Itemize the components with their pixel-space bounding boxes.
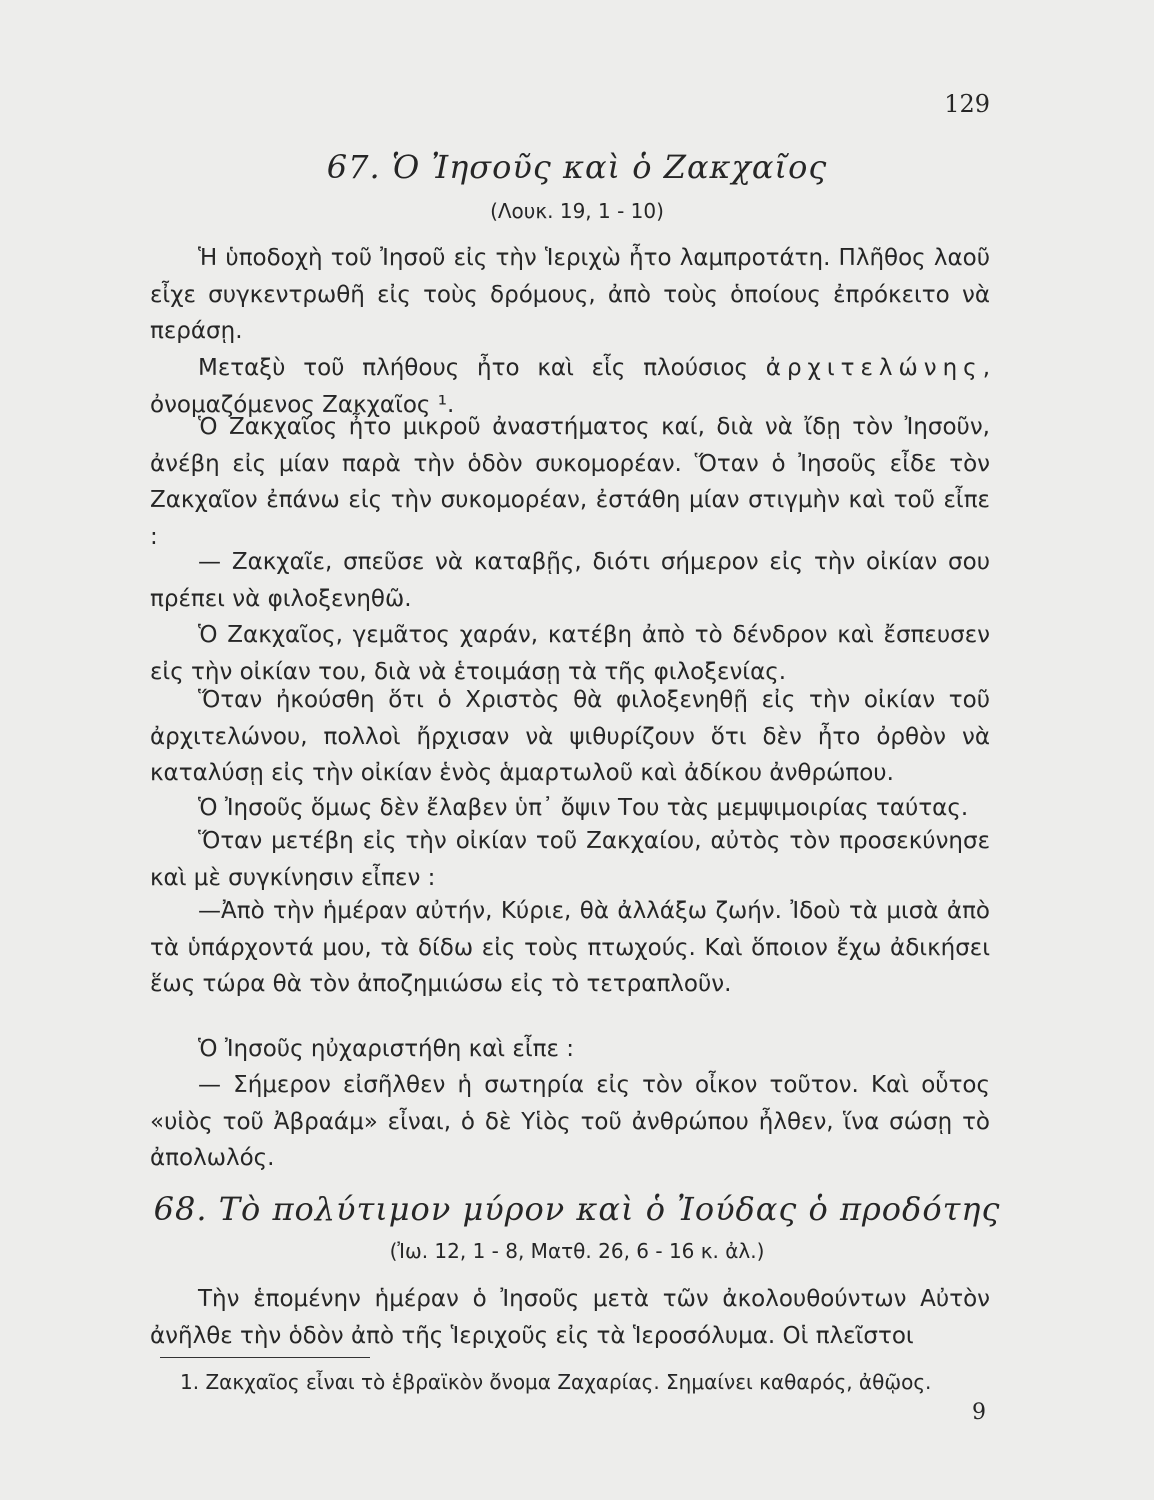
section-67-reference: (Λουκ. 19, 1 - 10) <box>490 199 664 223</box>
paragraph-text: , ὀνομαζόμενος Ζακχαῖος ¹. <box>150 355 990 418</box>
page-number: 129 <box>944 90 990 118</box>
paragraph: Ὅταν ἠκούσθη ὅτι ὁ Χριστὸς θὰ φιλοξενηθῇ εἰς τὴν οἰκίαν τοῦ ἀρχιτελώνου, πολλοὶ ἤρχισαν νὰ ψιθυρίζουν ὅτι δὲν ἦτο ὀρθὸν νὰ καταλύσῃ εἰς τὴν οἰκίαν ἑνὸς ἁμαρτωλοῦ καὶ ἀδίκου ἀνθρώπου. <box>150 687 990 786</box>
paragraph: —Ἀπὸ τὴν ἡμέραν αὐτήν, Κύριε, θὰ ἀλλάξω ζωήν. Ἰδοὺ τὰ μισὰ ἀπὸ τὰ ὑπάρχοντά μου, τὰ δίδω εἰς τοὺς πτωχούς. Καὶ ὅποιον ἔχω ἀδικήσει ἕως τώρα θὰ τὸν ἀποζημιώσω εἰς τὸ τετραπλοῦν. <box>150 898 990 997</box>
paragraph-text: Μεταξὺ τοῦ πλήθους ἦτο καὶ εἷς πλούσιος <box>198 355 748 381</box>
section-68-title: 68. Τὸ πολύτιμον μύρον καὶ ὁ Ἰούδας ὁ προδότης <box>153 1190 1001 1228</box>
paragraph: Ἡ ὑποδοχὴ τοῦ Ἰησοῦ εἰς τὴν Ἱεριχὼ ἦτο λαμπροτάτη. Πλῆθος λαοῦ εἶχε συγκεντρωθῆ εἰς τοὺς δρόμους, ἀπὸ τοὺς ὁποίους ἐπρόκειτο νὰ περάσῃ. <box>150 245 990 344</box>
paragraph: Ὁ Ἰησοῦς ηὐχαριστήθη καὶ εἶπε : <box>198 1036 574 1062</box>
paragraph: Ὁ Ἰησοῦς ὅμως δὲν ἔλαβεν ὑπ᾽ ὄψιν Του τὰς μεμψιμοιρίας ταύτας. <box>198 795 969 821</box>
footnote: 1. Ζακχαῖος εἶναι τὸ ἑβραϊκὸν ὄνομα Ζαχαρίας. Σημαίνει καθαρός, ἀθῷος. <box>180 1370 932 1394</box>
paragraph: Ὁ Ζακχαῖος ἦτο μικροῦ ἀναστήματος καί, διὰ νὰ ἴδῃ τὸν Ἰησοῦν, ἀνέβη εἰς μίαν παρὰ τὴν ὁδὸν συκομορέαν. Ὅταν ὁ Ἰησοῦς εἶδε τὸν Ζακχαῖον ἐπάνω εἰς τὴν συκομορέαν, ἐστάθη μίαν στιγμὴν καὶ τοῦ εἶπε : <box>150 414 990 550</box>
spaced-emphasis: ἀρχιτελώνης <box>765 355 983 381</box>
footnote-divider <box>160 1357 370 1358</box>
signature-mark: 9 <box>972 1400 986 1425</box>
section-68-reference: (Ἰω. 12, 1 - 8, Ματθ. 26, 6 - 16 κ. ἀλ.) <box>389 1239 765 1263</box>
paragraph: — Σήμερον εἰσῆλθεν ἡ σωτηρία εἰς τὸν οἶκον τοῦτον. Καὶ οὗτος «υἱὸς τοῦ Ἀβραάμ» εἶναι, ὁ δὲ Υἱὸς τοῦ ἀνθρώπου ἦλθεν, ἵνα σώσῃ τὸ ἀπολωλός. <box>150 1072 990 1171</box>
paragraph: Τὴν ἑπομένην ἡμέραν ὁ Ἰησοῦς μετὰ τῶν ἀκολουθούντων Αὐτὸν ἀνῆλθε τὴν ὁδὸν ἀπὸ τῆς Ἱεριχοῦς εἰς τὰ Ἱεροσόλυμα. Οἱ πλεῖστοι <box>150 1286 990 1349</box>
paragraph: Ὅταν μετέβη εἰς τὴν οἰκίαν τοῦ Ζακχαίου, αὐτὸς τὸν προσεκύνησε καὶ μὲ συγκίνησιν εἶπεν : <box>150 828 990 891</box>
paragraph: Ὁ Ζακχαῖος, γεμᾶτος χαράν, κατέβη ἀπὸ τὸ δένδρον καὶ ἔσπευσεν εἰς τὴν οἰκίαν του, διὰ νὰ ἑτοιμάσῃ τὰ τῆς φιλοξενίας. <box>150 622 990 685</box>
paragraph: — Ζακχαῖε, σπεῦσε νὰ καταβῇς, διότι σήμερον εἰς τὴν οἰκίαν σου πρέπει νὰ φιλοξενηθῶ. <box>150 549 990 612</box>
section-67-title: 67. Ὁ Ἰησοῦς καὶ ὁ Ζακχαῖος <box>326 148 828 186</box>
